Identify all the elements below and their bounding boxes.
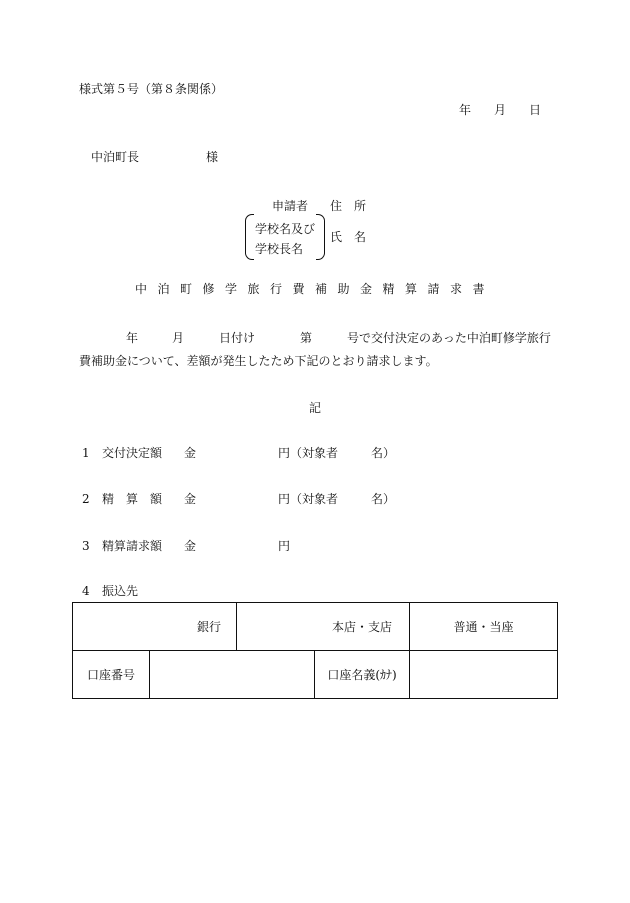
branch-cell[interactable]: [237, 603, 410, 651]
document-title: 中泊町修学旅行費補助金精算請求書: [135, 282, 496, 296]
body-line2: 費補助金について、差額が発生したため下記のとおり請求します。: [79, 354, 438, 368]
item-2-number: 2: [82, 492, 90, 506]
applicant-label: 申請者: [272, 199, 309, 213]
account-name-label: 口座名義(ｶﾅ): [327, 668, 397, 682]
body-no: 第: [300, 331, 313, 345]
account-type-label: 普通・当座: [453, 620, 514, 634]
item-2-kin: 金: [184, 492, 197, 506]
body-year: 年: [126, 331, 139, 345]
branch-suffix: 本店・支店: [332, 620, 393, 634]
addressee-name: 中泊町長: [91, 150, 140, 164]
account-name-label-cell: [315, 651, 410, 699]
bracket-left: [245, 214, 254, 260]
item-2-yen: 円（対象者: [278, 492, 339, 506]
item-1-yen: 円（対象者: [278, 446, 339, 460]
account-type-cell[interactable]: [410, 603, 558, 651]
item-3-label: 精算請求額: [102, 539, 163, 553]
item-4-number: 4: [82, 584, 90, 598]
bracket-right: [316, 214, 325, 260]
item-1-label: 交付決定額: [102, 446, 163, 460]
account-name-input-cell[interactable]: [410, 651, 558, 699]
body-line1-rest: 号で交付決定のあった中泊町修学旅行: [347, 331, 551, 345]
item-3-yen: 円: [278, 539, 291, 553]
item-4-label: 振込先: [102, 584, 139, 598]
body-dated: 日付け: [219, 331, 256, 345]
account-number-input-cell[interactable]: [150, 651, 315, 699]
table-row: [73, 651, 558, 699]
addressee-honorific: 様: [206, 150, 219, 164]
school-label-line2: 学校長名: [255, 242, 304, 256]
account-number-label: 口座番号: [86, 668, 135, 682]
item-2-label: 精 算 額: [102, 492, 163, 506]
item-2-mei: 名）: [371, 492, 396, 506]
date-month: 月: [494, 103, 507, 117]
item-1-kin: 金: [184, 446, 197, 460]
bank-name-cell[interactable]: [73, 603, 237, 651]
item-3-kin: 金: [184, 539, 197, 553]
bank-suffix: 銀行: [197, 620, 222, 634]
date-year: 年: [459, 103, 472, 117]
date-day: 日: [529, 103, 542, 117]
item-1-number: 1: [82, 446, 90, 460]
applicant-name-label: 氏 名: [330, 230, 367, 244]
form-label: 様式第５号（第８条関係）: [79, 82, 224, 96]
bank-transfer-table: [72, 602, 558, 699]
table-row: [73, 603, 558, 651]
ki-heading: 記: [309, 401, 322, 415]
item-1-mei: 名）: [371, 446, 396, 460]
item-3-number: 3: [82, 539, 90, 553]
body-month: 月: [172, 331, 185, 345]
school-label-line1: 学校名及び: [255, 222, 316, 236]
applicant-address-label: 住 所: [330, 199, 367, 213]
account-number-label-cell: [73, 651, 150, 699]
